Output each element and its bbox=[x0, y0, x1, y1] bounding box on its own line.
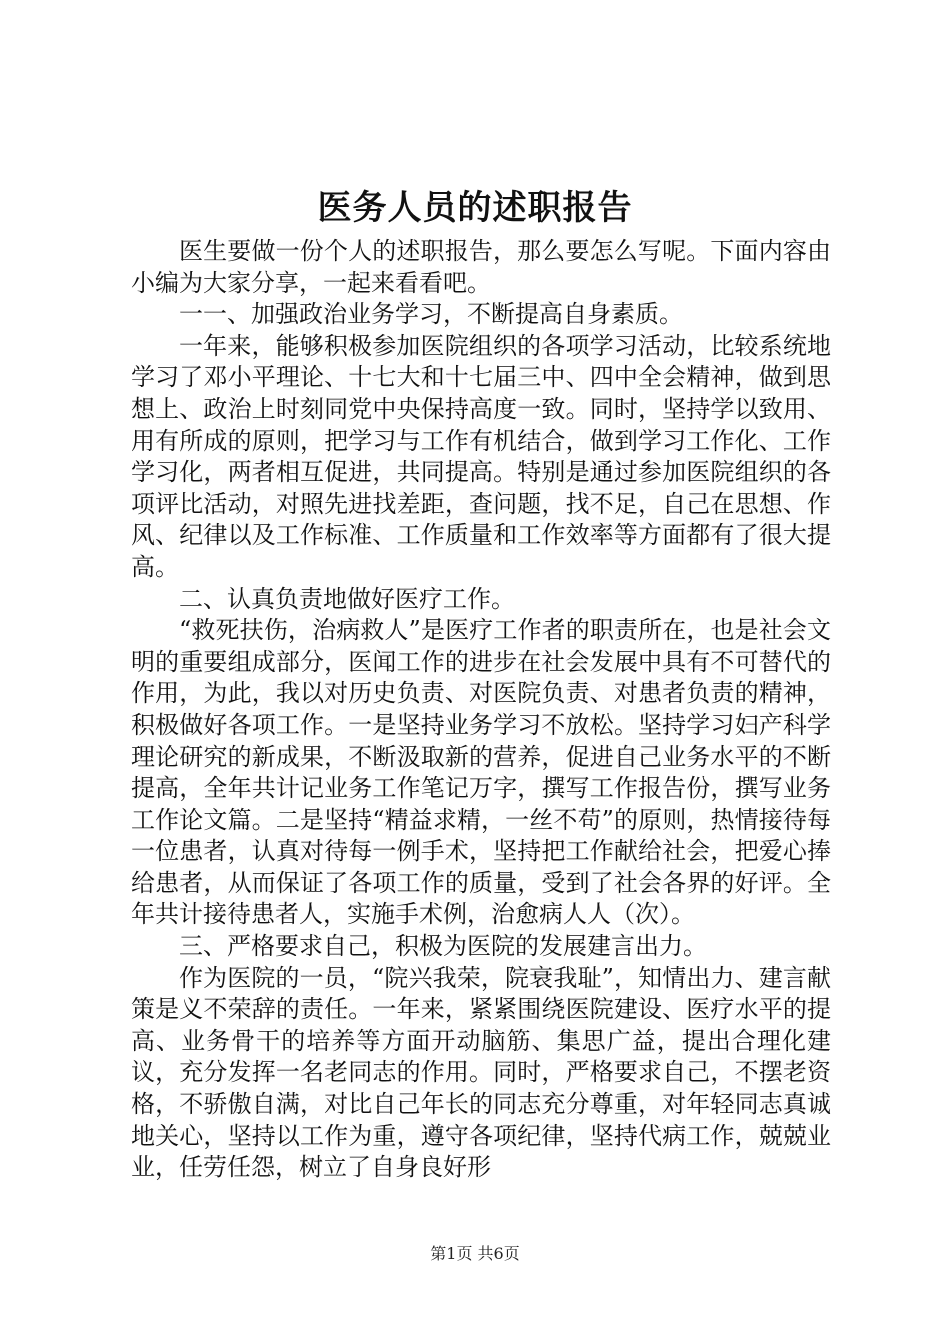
document-title: 医务人员的述职报告 bbox=[317, 188, 633, 228]
paragraph-intro: 医生要做一份个人的述职报告，那么要怎么写呢。下面内容由小编为大家分享，一起来看看吧。 bbox=[131, 237, 831, 297]
paragraph-section-1: 一年来，能够积极参加医院组织的各项学习活动，比较系统地学习了邓小平理论、十七大和十七届三中、四中全会精神，做到思想上、政治上时刻同党中央保持高度一致。同时，坚持学以致用、用有所成的原则，把学习与工作有机结合，做到学习工作化、工作学习化，两者相互促进，共同提高。特别是通过参加医院组织的各项评比活动，对照先进找差距，查问题，找不足，自己在思想、作风、纪律以及工作标准、工作质量和工作效率等方面都有了很大提高。 bbox=[131, 331, 831, 581]
page-number-footer: 第1页 共6页 bbox=[430, 1244, 520, 1263]
section-heading-2: 二、认真负责地做好医疗工作。 bbox=[179, 584, 515, 613]
paragraph-section-3: 作为医院的一员，“院兴我荣，院衰我耻”，知情出力、建言献策是义不荣辞的责任。一年来，紧紧围绕医院建设、医疗水平的提高、业务骨干的培养等方面开动脑筋、集思广益，提出合理化建议，充分发挥一名老同志的作用。同时，严格要求自己，不摆老资格，不骄傲自满，对比自己年长的同志充分尊重，对年轻同志真诚地关心，坚持以工作为重，遵守各项纪律，坚持代病工作，兢兢业业，任劳任怨，树立了自身良好形 bbox=[131, 963, 831, 1182]
section-heading-3: 三、严格要求自己，积极为医院的发展建言出力。 bbox=[179, 932, 707, 961]
paragraph-section-2: “救死扶伤，治病救人”是医疗工作者的职责所在，也是社会文明的重要组成部分，医闻工作的进步在社会发展中具有不可替代的作用，为此，我以对历史负责、对医院负责、对患者负责的精神，积极做好各项工作。一是坚持业务学习不放松。坚持学习妇产科学理论研究的新成果，不断汲取新的营养，促进自己业务水平的不断提高，全年共计记业务工作笔记万字，撰写工作报告份，撰写业务工作论文篇。二是坚持“精益求精，一丝不苟”的原则，热情接待每一位患者，认真对待每一例手术，坚持把工作献给社会，把爱心捧给患者，从而保证了各项工作的质量，受到了社会各界的好评。全年共计接待患者人，实施手术例，治愈病人人（次）。 bbox=[131, 616, 831, 929]
document-body bbox=[131, 236, 831, 1184]
section-heading-1: 一一、加强政治业务学习，不断提高自身素质。 bbox=[179, 300, 683, 329]
